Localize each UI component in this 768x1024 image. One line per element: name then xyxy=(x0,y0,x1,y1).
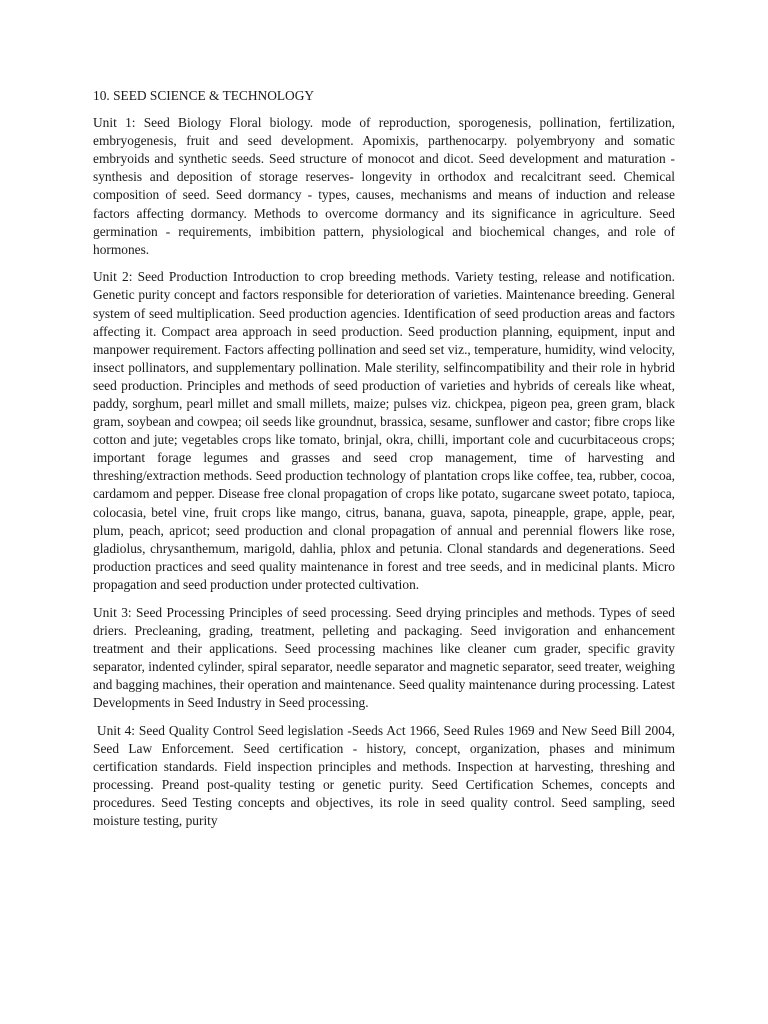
paragraph-unit-2: Unit 2: Seed Production Introduction to crop breeding methods. Variety testing, release and notification. Genetic purity concept and factors responsible for deterioration of varieties. Maintenance breeding. General system of seed multiplication. Seed production agencies. Identification of seed production areas and factors affecting it. Compact area approach in seed production. Seed production planning, equipment, input and manpower requirement. Factors affecting pollination and seed set viz., temperature, humidity, wind velocity, insect pollinators, and supplementary pollination. Male sterility, selfincompatibility and their role in hybrid seed production. Principles and methods of seed production of varieties and hybrids of cereals like wheat, paddy, sorghum, pearl millet and small millets, maize; pulses viz. chickpea, pigeon pea, green gram, black gram, soybean and cowpea; oil seeds like groundnut, brassica, sesame, sunflower and castor; fibre crops like cotton and jute; vegetables crops like tomato, brinjal, okra, chilli, important cole and cucurbitaceous crops; important forage legumes and grasses and seed crop management, time of harvesting and threshing/extraction methods. Seed production technology of plantation crops like coffee, tea, rubber, cocoa, cardamom and pepper. Disease free clonal propagation of crops like potato, sugarcane sweet potato, tapioca, colocasia, betel vine, fruit crops like mango, citrus, banana, guava, sapota, pineapple, grape, apple, pear, plum, peach, apricot; seed production and clonal propagation of annual and perennial flowers like rose, gladiolus, chrysanthemum, marigold, dahlia, phlox and petunia. Clonal standards and degenerations. Seed production practices and seed quality maintenance in forest and tree seeds, and in medicinal plants. Micro propagation and seed production under protected cultivation. xyxy=(93,269,679,592)
section-heading: 10. SEED SCIENCE & TECHNOLOGY xyxy=(93,88,315,103)
document-page xyxy=(93,87,679,840)
paragraph-unit-1: Unit 1: Seed Biology Floral biology. mode of reproduction, sporogenesis, pollination, fertilization, embryogenesis, fruit and seed development. Apomixis, parthenocarpy. polyembryony and somatic embryoids and synthetic seeds. Seed structure of monocot and dicot. Seed development and maturation - synthesis and deposition of storage reserves- longevity in orthodox and recalcitrant seed. Chemical composition of seed. Seed dormancy - types, causes, mechanisms and means of induction and release factors affecting dormancy. Methods to overcome dormancy and its significance in agriculture. Seed germination - requirements, imbibition pattern, physiological and biochemical changes, and role of hormones. xyxy=(93,115,679,257)
paragraph-unit-4: Unit 4: Seed Quality Control Seed legislation -Seeds Act 1966, Seed Rules 1969 and New Seed Bill 2004, Seed Law Enforcement. Seed certification - history, concept, organization, phases and minimum certification standards. Field inspection principles and methods. Inspection at harvesting, threshing and processing. Preand post-quality testing or genetic purity. Seed Certification Schemes, concepts and procedures. Seed Testing concepts and objectives, its role in seed quality control. Seed sampling, seed moisture testing, purity xyxy=(93,722,679,829)
paragraph-unit-3: Unit 3: Seed Processing Principles of seed processing. Seed drying principles and methods. Types of seed driers. Precleaning, grading, treatment, pelleting and packaging. Seed invigoration and enhancement treatment and their applications. Seed processing machines like cleaner cum grader, specific gravity separator, indented cylinder, spiral separator, needle separator and magnetic separator, seed treater, weighing and bagging machines, their operation and maintenance. Seed quality maintenance during processing. Latest Developments in Seed Industry in Seed processing. xyxy=(93,604,679,710)
